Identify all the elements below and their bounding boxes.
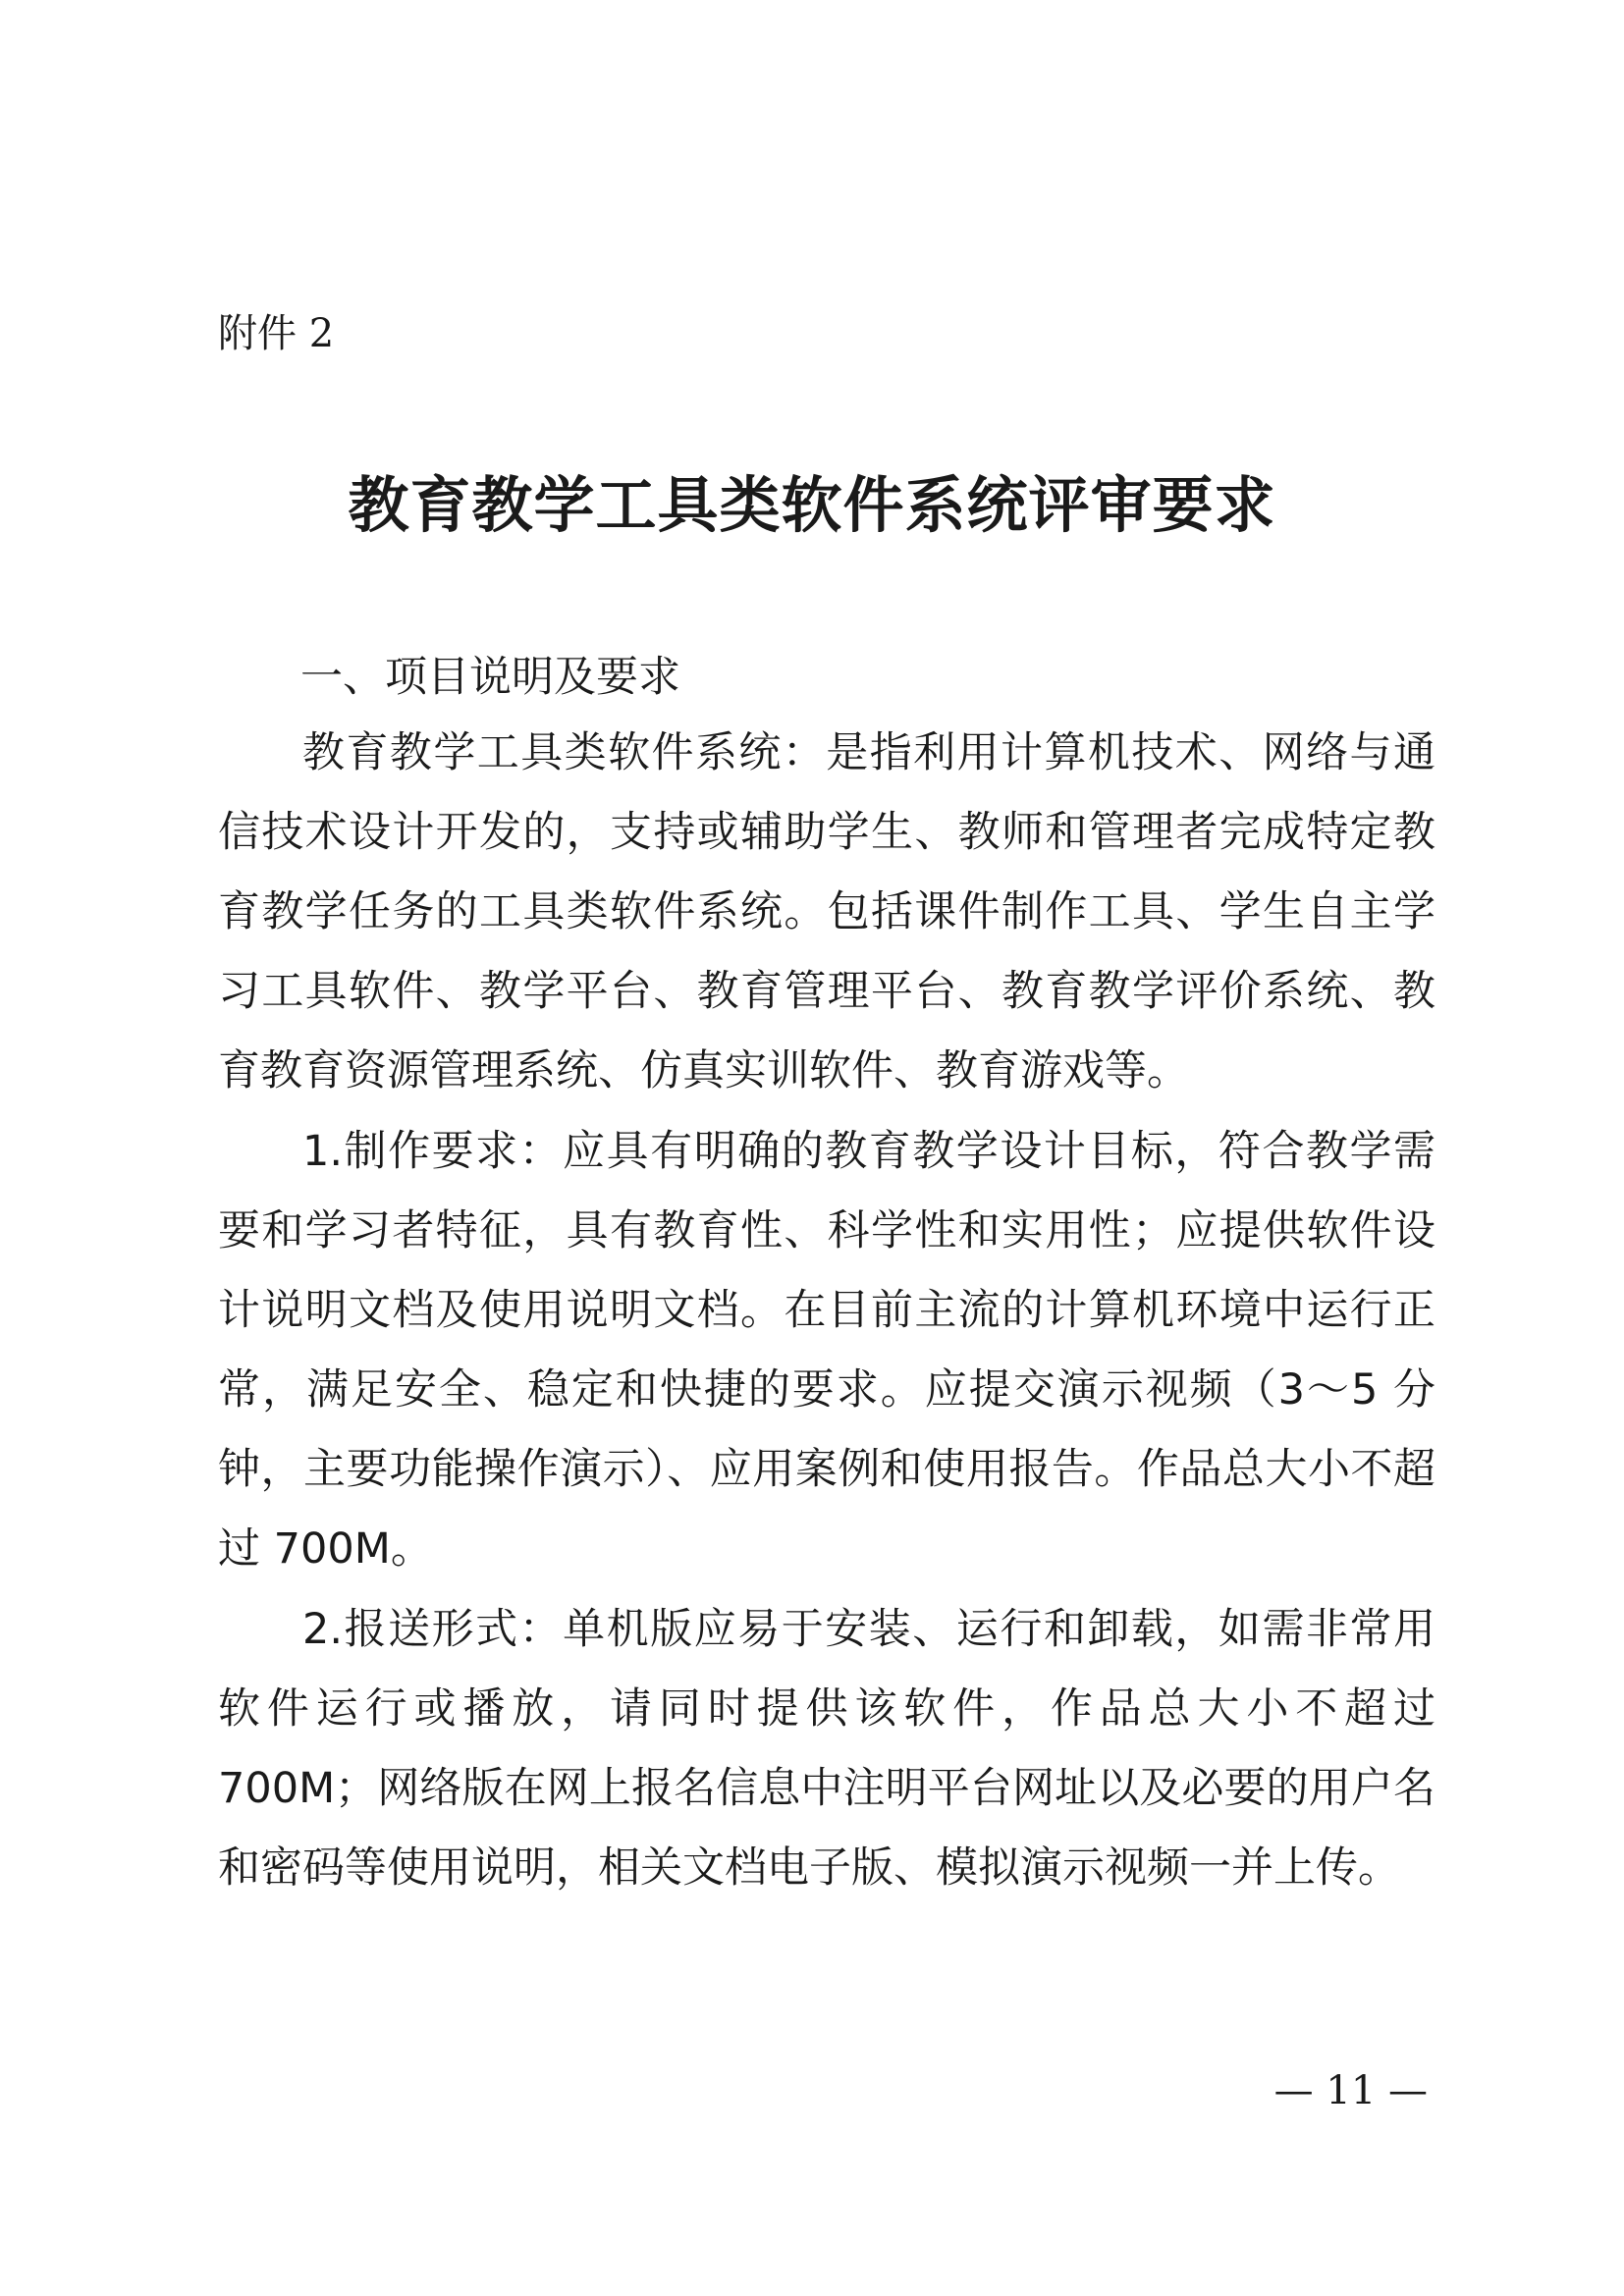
paragraph-definition: 教育教学工具类软件系统：是指利用计算机技术、网络与通信技术设计开发的，支持或辅助学生、教师和管理者完成特定教育教学任务的工具类软件系统。包括课件制作工具、学生自主学习工具软件、教学平台、教育管理平台、教育教学评价系统、教育教育资源管理系统、仿真实训软件、教育游戏等。 xyxy=(218,728,1435,1095)
page-number-text: — 11 — xyxy=(1273,2068,1428,2113)
attachment-label: 附件 2 xyxy=(218,311,335,356)
paragraph-production-requirements: 1.制作要求：应具有明确的教育教学设计目标，符合教学需要和学习者特征，具有教育性、科学性和实用性；应提供软件设计说明文档及使用说明文档。在目前主流的计算机环境中运行正常，满足安全、稳定和快捷的要求。应提交演示视频（3～5 分钟，主要功能操作演示）、应用案例和使用报告。作品总大小不超过 700M。 xyxy=(218,1127,1435,1574)
document-title: 教育教学工具类软件系统评审要求 xyxy=(348,469,1276,541)
paragraph-submission-format: 2.报送形式：单机版应易于安装、运行和卸载，如需非常用软件运行或播放，请同时提供该软件，作品总大小不超过 700M；网络版在网上报名信息中注明平台网址以及必要的用户名和密码等使用说明，相关文档电子版、模拟演示视频一并上传。 xyxy=(218,1605,1435,1893)
section-heading: 一、项目说明及要求 xyxy=(300,653,680,702)
